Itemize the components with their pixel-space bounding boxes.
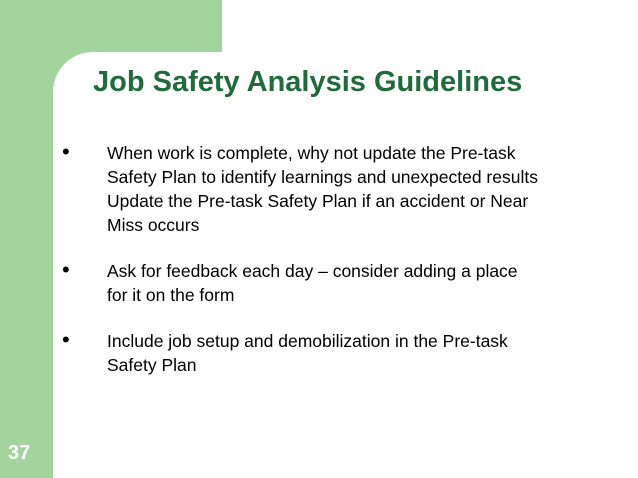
bullet-text-line: for it on the form — [107, 285, 235, 305]
top-accent-band — [0, 0, 222, 52]
bullet-item — [62, 329, 632, 377]
bullet-dot-icon: • — [62, 257, 70, 282]
bullet-text-line: When work is complete, why not update the Pre-task — [107, 143, 516, 163]
corner-curve-decoration — [53, 52, 93, 92]
bullet-text-line: Include job setup and demobilization in the Pre-task — [107, 331, 508, 351]
bullet-text-line: Ask for feedback each day – consider adding a place — [107, 261, 518, 281]
bullet-dot-icon: • — [62, 139, 70, 164]
slide-number: 37 — [8, 442, 31, 464]
bullet-text-line: Safety Plan to identify learnings and unexpected results — [107, 167, 538, 187]
left-sidebar-band — [0, 0, 53, 478]
bullet-text-line: Safety Plan — [107, 355, 197, 375]
bullet-text-line: Update the Pre-task Safety Plan if an accident or Near — [107, 191, 529, 211]
slide-title: Job Safety Analysis Guidelines — [93, 66, 523, 98]
bullet-item — [62, 259, 632, 307]
bullet-list — [62, 141, 632, 399]
bullet-dot-icon: • — [62, 327, 70, 352]
bullet-item — [62, 141, 632, 237]
bullet-text-line: Miss occurs — [107, 215, 200, 235]
